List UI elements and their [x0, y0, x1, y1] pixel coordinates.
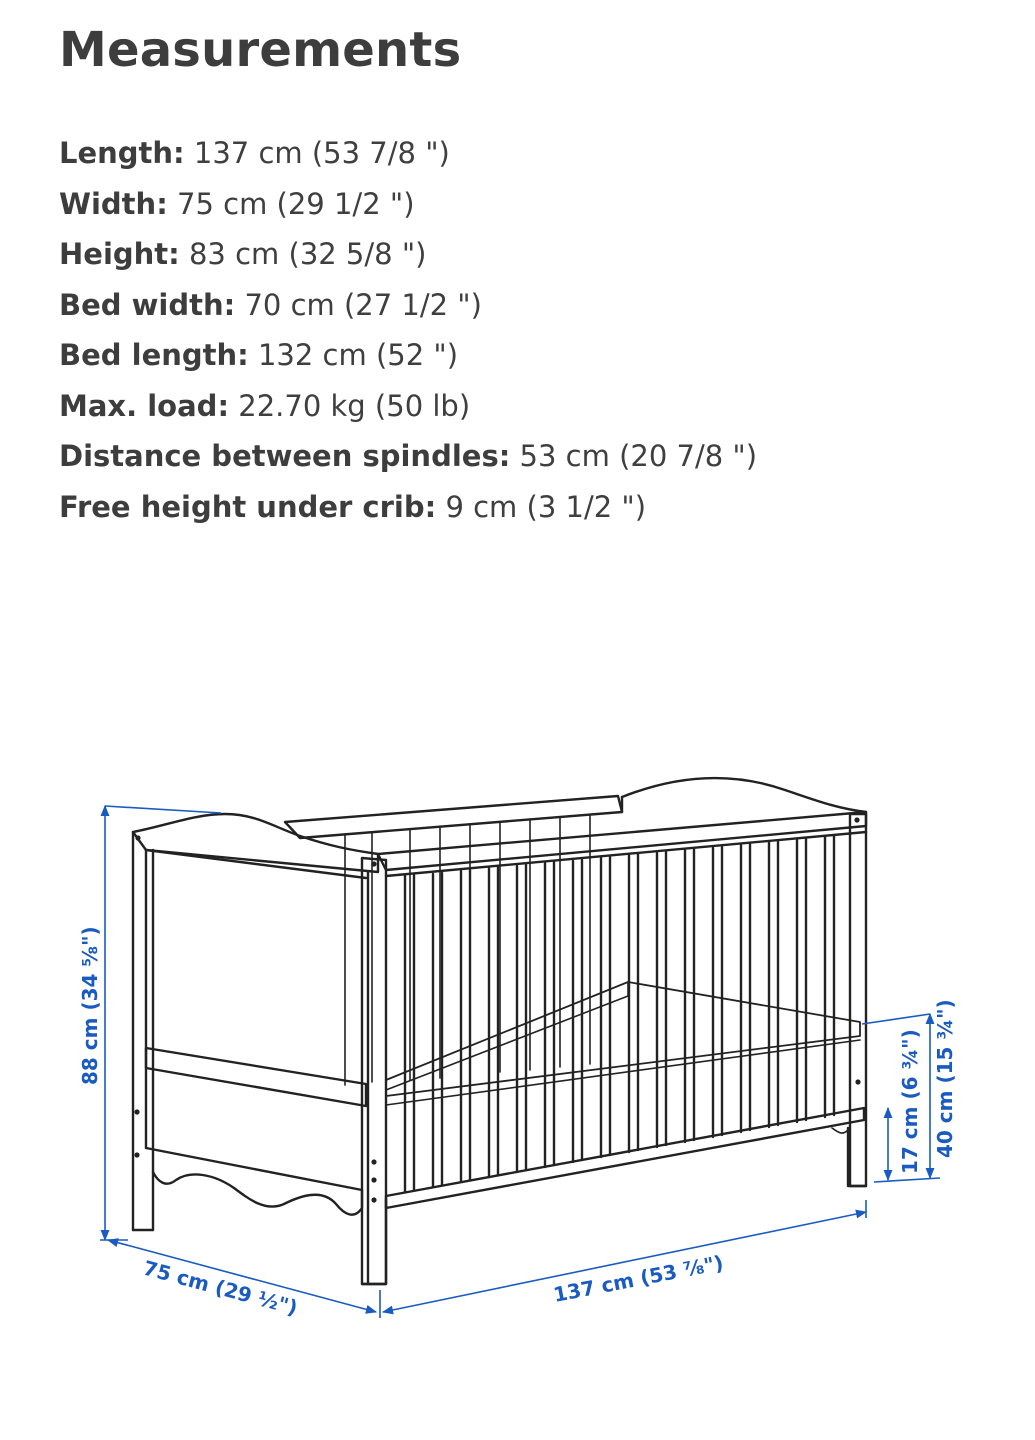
spec-label: Max. load:: [59, 388, 230, 423]
crib-drawing: [133, 778, 866, 1284]
spec-bed-length: [59, 332, 757, 383]
spec-max-load: [59, 383, 757, 434]
spec-value: 70 cm (27 1/2 "): [244, 287, 482, 322]
spec-width: [59, 181, 757, 232]
spec-value: 22.70 kg (50 lb): [238, 388, 471, 423]
base-height-dimension-label: 17 cm (6 ¾"): [898, 1029, 922, 1174]
spec-length: [59, 130, 757, 181]
spec-label: Length:: [59, 136, 185, 170]
spec-bed-width: [59, 282, 757, 333]
spec-label: Distance between spindles:: [59, 439, 511, 473]
spec-label: Bed length:: [59, 338, 249, 372]
spec-value: 137 cm (53 7/8 "): [193, 136, 450, 170]
spec-value: 53 cm (20 7/8 "): [519, 439, 758, 473]
width-dimension-label: 75 cm (29 ½"): [140, 1255, 301, 1320]
spec-value: 83 cm (32 5/8 "): [188, 237, 427, 271]
height-dimension-label: 88 cm (34 ⅝"): [78, 926, 102, 1085]
length-dimension-label: 137 cm (53 ⅞"): [551, 1250, 726, 1307]
spec-height: [59, 231, 757, 282]
spec-value: 9 cm (3 1/2 "): [445, 489, 647, 524]
measurements-list: [59, 130, 757, 534]
spec-label: Width:: [59, 186, 168, 221]
spec-free-height: [59, 484, 757, 535]
spec-label: Free height under crib:: [59, 489, 437, 524]
spec-value: 75 cm (29 1/2 "): [177, 186, 415, 221]
crib-dimension-diagram: [0, 760, 1035, 1360]
rail-height-dimension-label: 40 cm (15 ¾"): [933, 999, 957, 1158]
spec-label: Height:: [59, 237, 180, 271]
spec-label: Bed width:: [59, 287, 236, 322]
spec-value: 132 cm (52 "): [257, 338, 459, 372]
page-title: Measurements: [59, 22, 462, 78]
spec-spindle-distance: [59, 433, 757, 484]
front-spindles: [405, 836, 834, 1192]
